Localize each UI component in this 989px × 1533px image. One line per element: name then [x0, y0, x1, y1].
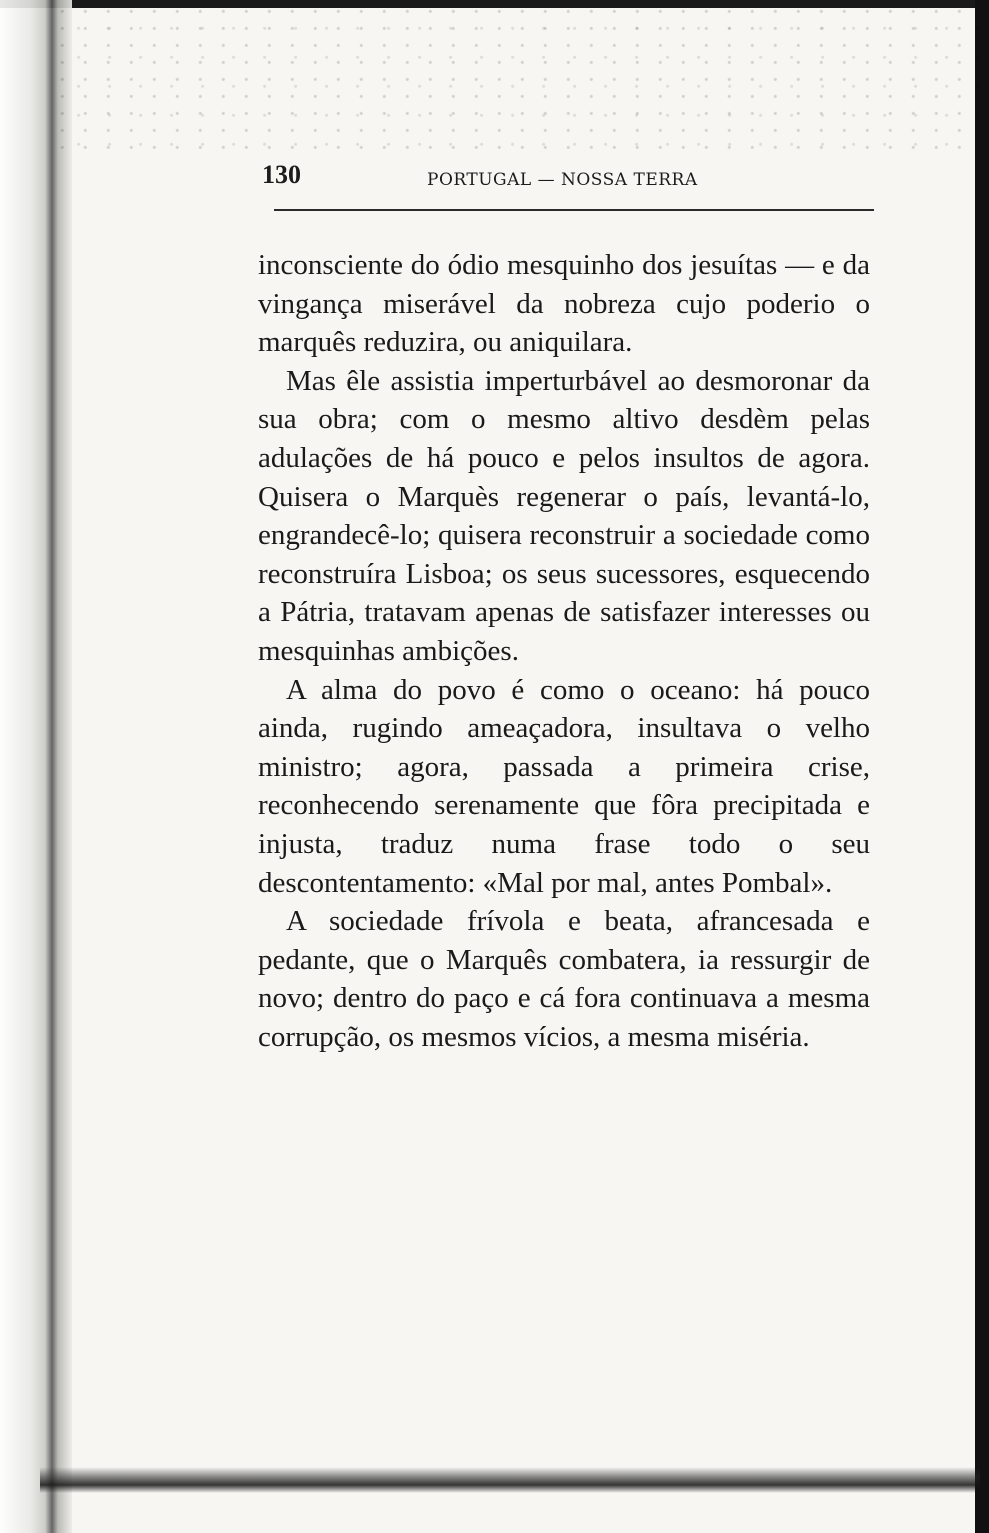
scan-edge-bottom — [40, 1467, 980, 1493]
paragraph-4: A sociedade frívola e beata, afrancesada e pedante, que o Marquês combatera, ia ressurgir de novo; dentro do paço e cá fora continuava a mesma corrupção, os mesmos vícios, a mesma miséria. — [258, 905, 870, 1053]
scan-edge-left — [0, 0, 72, 1533]
paragraph-2: Mas êle assistia imperturbável ao desmoronar da sua obra; com o mesmo altivo desdèm pelas adulações de há pouco e pelos insultos de agora. Quisera o Marquès regenerar o país, levantá-lo, engrandecê-lo; quisera reconstruir a sociedade como reconstruíra Lisboa; os seus sucessores, esquecendo a Pátria, tratavam apenas de satisfazer interesses ou mesquinhas ambições. — [258, 364, 870, 667]
page-header — [262, 160, 874, 200]
scan-edge-top — [0, 0, 989, 8]
body-text — [258, 246, 870, 1056]
paragraph-1: inconsciente do ódio mesquinho dos jesuítas — e da vingança miserável da nobreza cujo poderio o marquês reduzira, ou aniquilara. — [258, 249, 870, 359]
header-rule — [274, 209, 874, 211]
paragraph-3: A alma do povo é como o oceano: há pouco ainda, rugindo ameaçadora, insultava o velho ministro; agora, passada a primeira crise, reconhecendo serenamente que fôra precipitada e injusta, traduz numa frase todo o seu descontentamento: «Mal por mal, antes Pombal». — [258, 673, 870, 899]
running-title: PORTUGAL — NOSSA TERRA — [427, 170, 698, 190]
scan-noise — [60, 8, 980, 158]
page-number: 130 — [262, 160, 301, 189]
scan-edge-right — [975, 0, 989, 1533]
